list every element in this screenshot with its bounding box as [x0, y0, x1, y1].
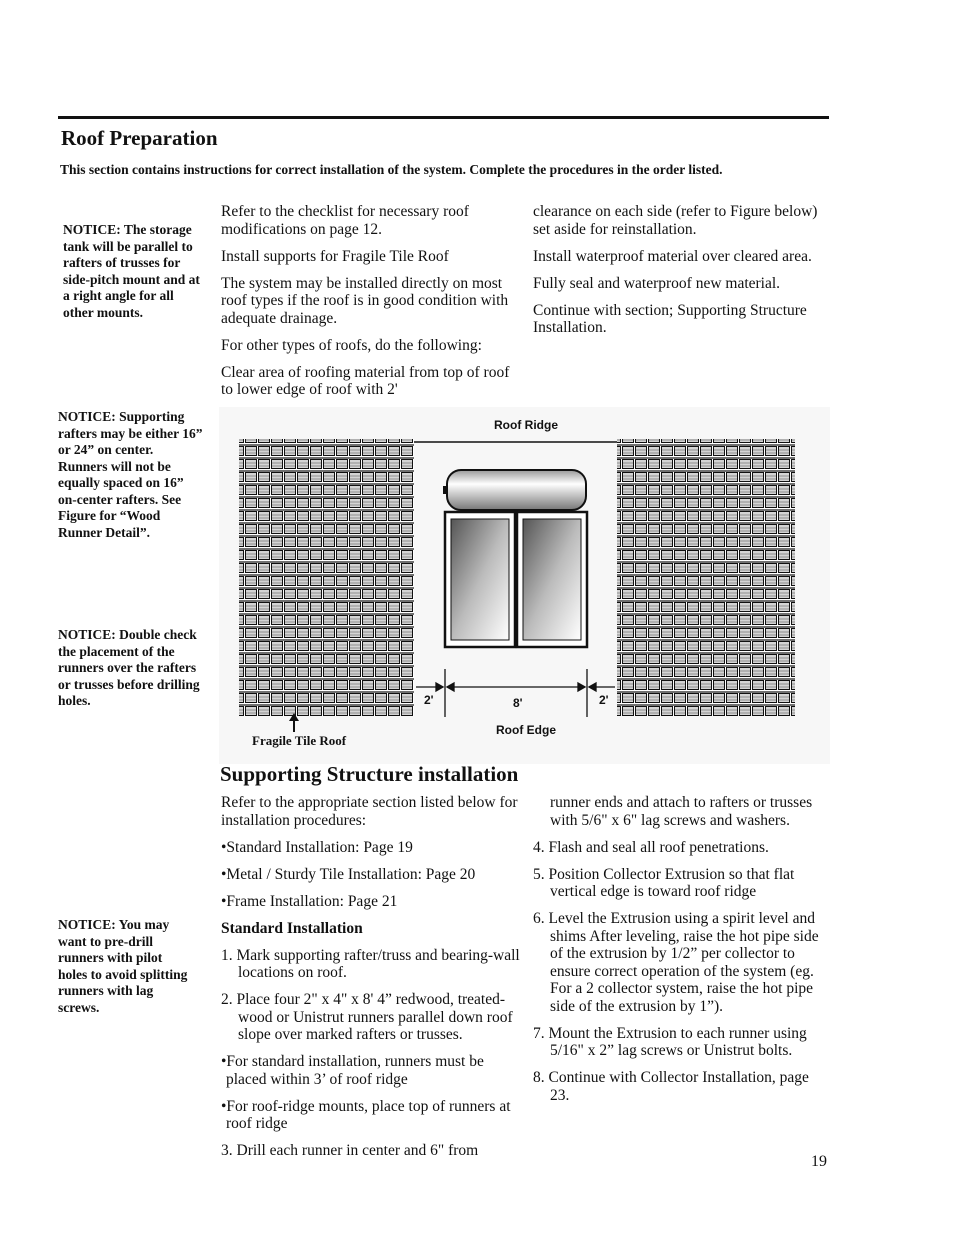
para: For other types of roofs, do the following:: [221, 336, 482, 354]
bullet: •For standard installation, runners must be placed within 3’ of roof ridge: [221, 1053, 484, 1088]
para: Clear area of roofing material from top of roof to lower edge of roof with 2': [221, 363, 510, 398]
intro-text: This section contains instructions for correct installation of the system. Complete the procedures in the order listed.: [60, 162, 723, 177]
roof-prep-col2: [533, 203, 823, 346]
para: Fully seal and waterproof new material.: [533, 274, 781, 292]
step: 2. Place four 2" x 4" x 8' 4” redwood, treated-wood or Unistrut runners parallel down roof slope over marked rafters or trusses.: [221, 991, 513, 1043]
roof-edge-label: Roof Edge: [496, 723, 556, 737]
para: Install waterproof material over cleared area.: [533, 247, 812, 265]
right-tile-area: [617, 439, 795, 716]
para: Continue with section; Supporting Structure Installation.: [533, 301, 807, 336]
notice-rafters: NOTICE: Supporting rafters may be either 16” or 24” on center. Runners will not be equally spaced on 16” on-center rafters. See Figure for “Wood Runner Detail”.: [58, 409, 203, 540]
collector-panel-left: [445, 512, 515, 647]
step: 8. Continue with Collector Installation, page 23.: [533, 1069, 809, 1104]
roof-figure: [219, 407, 830, 764]
supporting-col1: [221, 794, 521, 1169]
step: 4. Flash and seal all roof penetrations.: [533, 838, 769, 856]
notice-storage-tank: NOTICE: The storage tank will be parallel to rafters of trusses for side-pitch mount and at a right angle for all other mounts.: [63, 222, 200, 320]
para: Refer to the appropriate section listed below for installation procedures:: [221, 794, 518, 829]
step: 3. Drill each runner in center and 6" from: [221, 1142, 479, 1159]
notice-predrill: NOTICE: You may want to pre-drill runners with pilot holes to avoid splitting runners with lag screws.: [58, 917, 188, 1015]
para: The system may be installed directly on most roof types if the roof is in good condition with adequate drainage.: [221, 274, 509, 327]
link-frame: •Frame Installation: Page 21: [221, 892, 398, 910]
step-cont: runner ends and attach to rafters or trusses with 5/6" x 6" lag screws and washers.: [550, 794, 813, 829]
roof-prep-col1: [221, 203, 517, 408]
left-tile-area: [239, 439, 414, 716]
step: 7. Mount the Extrusion to each runner using 5/16" x 2” lag screws or Unistrut bolts.: [533, 1024, 807, 1059]
para: clearance on each side (refer to Figure below) set aside for reinstallation.: [533, 203, 818, 238]
bullet: •For roof-ridge mounts, place top of runners at roof ridge: [221, 1097, 511, 1132]
page-number: 19: [811, 1153, 827, 1170]
step: 5. Position Collector Extrusion so that flat vertical edge is toward roof ridge: [533, 865, 795, 900]
dim-center-label: 8': [513, 696, 523, 710]
header-rule: [58, 116, 829, 119]
figure-caption: Fragile Tile Roof: [252, 733, 347, 748]
collector-panel-right: [517, 512, 587, 647]
roof-ridge-label: Roof Ridge: [494, 418, 558, 432]
link-standard: •Standard Installation: Page 19: [221, 838, 413, 856]
dim-right-label: 2': [599, 693, 609, 707]
supporting-title: Supporting Structure installation: [220, 762, 519, 786]
subhead: Standard Installation: [221, 919, 363, 937]
link-metal: •Metal / Sturdy Tile Installation: Page 20: [221, 865, 476, 883]
step: 6. Level the Extrusion using a spirit level and shims After leveling, raise the hot pipe side of the extrusion by 1/2” per collector to ensure correct operation of the system (eg. For a 2 collector system, raise the hot pipe side of the extrusion by 1”).: [533, 910, 819, 1015]
section-title: Roof Preparation: [61, 126, 218, 150]
storage-tank: [443, 470, 586, 510]
para: Refer to the checklist for necessary roof modifications on page 12.: [221, 203, 469, 238]
para: Install supports for Fragile Tile Roof: [221, 247, 449, 265]
supporting-col2: [533, 794, 827, 1114]
step: 1. Mark supporting rafter/truss and bearing-wall locations on roof.: [221, 946, 520, 981]
notice-double-check: NOTICE: Double check the placement of the runners over the rafters or trusses before drilling holes.: [58, 627, 200, 708]
dim-left-label: 2': [424, 693, 434, 707]
